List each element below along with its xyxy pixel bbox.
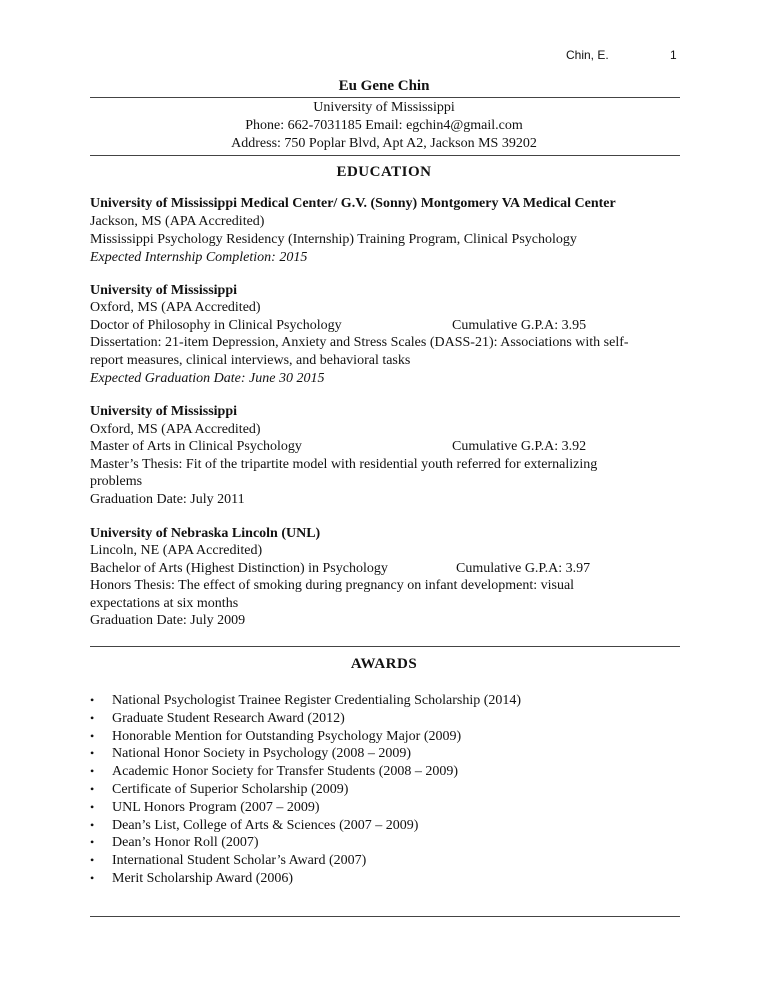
award-text: Certificate of Superior Scholarship (2009) (112, 781, 349, 797)
list-item (90, 817, 690, 835)
list-item (90, 710, 690, 728)
bullet-icon: • (90, 693, 95, 707)
education-location: Lincoln, NE (APA Accredited) (90, 543, 263, 558)
education-degree: Bachelor of Arts (Highest Distinction) in Psychology (90, 561, 388, 576)
education-date: Graduation Date: July 2009 (90, 613, 246, 628)
award-text: National Honor Society in Psychology (2008 – 2009) (112, 746, 412, 762)
list-item (90, 745, 690, 763)
bullet-icon: • (90, 799, 95, 814)
award-text: Academic Honor Society for Transfer Students (2008 – 2009) (112, 764, 459, 780)
list-item (90, 834, 690, 852)
education-gpa: Cumulative G.P.A: 3.92 (452, 439, 587, 454)
bullet-icon: • (90, 781, 95, 796)
education-degree-row (90, 438, 690, 456)
bullet-icon: • (90, 746, 95, 761)
education-date: Expected Graduation Date: June 30 2015 (90, 371, 325, 386)
bullet-icon: • (90, 835, 95, 850)
awards-list (90, 692, 690, 888)
list-item (90, 870, 690, 888)
education-institution: University of Mississippi (90, 404, 238, 419)
education-location: Oxford, MS (APA Accredited) (90, 300, 261, 315)
education-institution: University of Nebraska Lincoln (UNL) (90, 526, 321, 541)
education-thesis: Honors Thesis: The effect of smoking during pregnancy on infant development: visual (90, 578, 575, 593)
education-gpa: Cumulative G.P.A: 3.97 (456, 561, 591, 576)
education-institution: University of Mississippi (90, 283, 238, 298)
award-text: Merit Scholarship Award (2006) (112, 870, 294, 886)
education-thesis: Master’s Thesis: Fit of the tripartite model with residential youth referred for externalizing (90, 457, 598, 472)
running-header-name: Chin, E. (566, 48, 609, 62)
education-thesis-cont: problems (90, 474, 143, 489)
award-text: National Psychologist Trainee Register Credentialing Scholarship (2014) (112, 693, 522, 708)
awards-heading: AWARDS (350, 656, 418, 672)
education-thesis-cont: report measures, clinical interviews, and behavioral tasks (90, 353, 411, 368)
award-text: UNL Honors Program (2007 – 2009) (112, 799, 320, 815)
education-degree: Doctor of Philosophy in Clinical Psychology (90, 318, 342, 333)
award-text: Graduate Student Research Award (2012) (112, 710, 345, 726)
bullet-icon: • (90, 853, 95, 868)
award-text: Dean’s Honor Roll (2007) (112, 835, 259, 851)
education-location: Oxford, MS (APA Accredited) (90, 422, 261, 437)
education-degree-row (90, 317, 690, 335)
education-date: Expected Internship Completion: 2015 (90, 250, 308, 265)
page-number: 1 (670, 48, 677, 62)
education-location: Jackson, MS (APA Accredited) (90, 214, 265, 229)
education-degree-row (90, 560, 690, 578)
list-item (90, 692, 690, 710)
list-item (90, 728, 690, 746)
education-gpa: Cumulative G.P.A: 3.95 (452, 318, 587, 333)
education-program: Mississippi Psychology Residency (Internship) Training Program, Clinical Psychology (90, 232, 577, 247)
address: Address: 750 Poplar Blvd, Apt A2, Jackson MS 39202 (231, 136, 537, 151)
list-item (90, 781, 690, 799)
award-text: International Student Scholar’s Award (2007) (112, 853, 367, 869)
education-degree: Master of Arts in Clinical Psychology (90, 439, 302, 454)
phone-email: Phone: 662-7031185 Email: egchin4@gmail.com (245, 118, 523, 133)
divider (90, 155, 680, 156)
bullet-icon: • (90, 870, 95, 885)
list-item (90, 799, 690, 817)
award-text: Dean’s List, College of Arts & Sciences (2007 – 2009) (112, 817, 419, 833)
bullet-icon: • (90, 764, 95, 779)
list-item (90, 763, 690, 781)
affiliation: University of Mississippi (313, 100, 455, 115)
education-institution: University of Mississippi Medical Center/ G.V. (Sonny) Montgomery VA Medical Center (90, 196, 616, 211)
award-text: Honorable Mention for Outstanding Psychology Major (2009) (112, 728, 462, 744)
bullet-icon: • (90, 728, 95, 743)
education-thesis: Dissertation: 21-item Depression, Anxiety and Stress Scales (DASS-21): Associations with self- (90, 335, 629, 350)
bullet-icon: • (90, 710, 95, 725)
divider (90, 916, 680, 917)
divider (90, 97, 680, 98)
education-thesis-cont: expectations at six months (90, 596, 239, 611)
list-item (90, 852, 690, 870)
bullet-icon: • (90, 817, 95, 832)
candidate-name: Eu Gene Chin (338, 78, 430, 94)
divider (90, 646, 680, 647)
education-heading: EDUCATION (336, 164, 432, 180)
education-date: Graduation Date: July 2011 (90, 492, 245, 507)
